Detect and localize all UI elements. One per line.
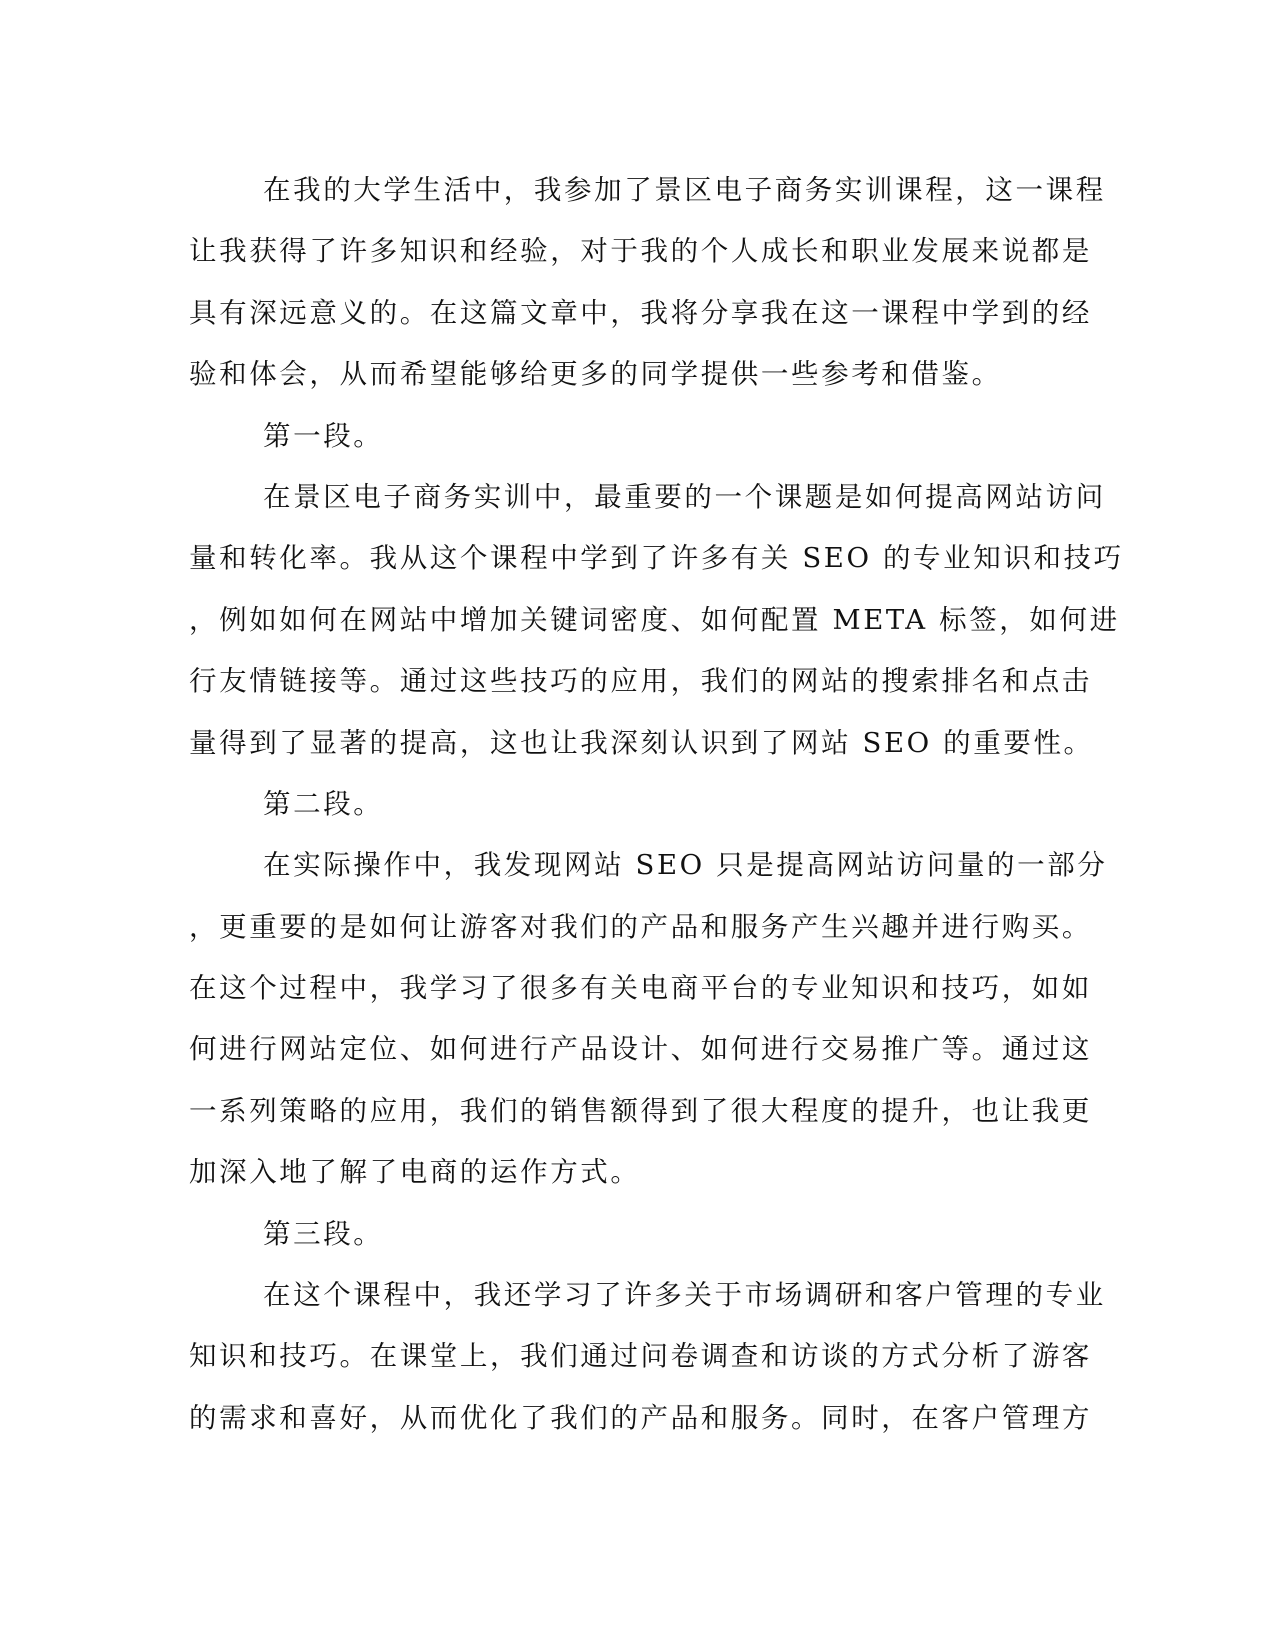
paragraph-1-line-1: 在景区电子商务实训中，最重要的一个课题是如何提高网站访问	[263, 480, 1106, 513]
paragraph-intro-line-2: 让我获得了许多知识和经验，对于我的个人成长和职业发展来说都是	[189, 235, 1092, 268]
paragraph-2-line-4: 何进行网站定位、如何进行产品设计、如何进行交易推广等。通过这	[189, 1033, 1092, 1066]
section-heading-2: 第二段。	[263, 787, 384, 820]
paragraph-intro-line-4: 验和体会，从而希望能够给更多的同学提供一些参考和借鉴。	[189, 358, 1002, 391]
section-heading-3: 第三段。	[263, 1217, 384, 1250]
paragraph-intro-line-3: 具有深远意义的。在这篇文章中，我将分享我在这一课程中学到的经	[189, 296, 1092, 329]
paragraph-2-line-5: 一系列策略的应用，我们的销售额得到了很大程度的提升，也让我更	[189, 1094, 1092, 1127]
paragraph-3-line-1: 在这个课程中，我还学习了许多关于市场调研和客户管理的专业	[263, 1279, 1106, 1312]
document-body	[189, 160, 1124, 1449]
paragraph-2-line-6: 加深入地了解了电商的运作方式。	[189, 1156, 641, 1189]
section-heading-1: 第一段。	[263, 419, 384, 452]
paragraph-2-line-1: 在实际操作中，我发现网站 SEO 只是提高网站访问量的一部分	[263, 849, 1108, 882]
paragraph-2-line-2: ，更重要的是如何让游客对我们的产品和服务产生兴趣并进行购买。	[189, 910, 1092, 943]
paragraph-1-line-2: 量和转化率。我从这个课程中学到了许多有关 SEO 的专业知识和技巧	[189, 542, 1124, 575]
paragraph-2-line-3: 在这个过程中，我学习了很多有关电商平台的专业知识和技巧，如如	[189, 972, 1092, 1005]
paragraph-intro-line-1: 在我的大学生活中，我参加了景区电子商务实训课程，这一课程	[263, 174, 1106, 206]
paragraph-3-line-2: 知识和技巧。在课堂上，我们通过问卷调查和访谈的方式分析了游客	[189, 1340, 1092, 1373]
paragraph-3-line-3: 的需求和喜好，从而优化了我们的产品和服务。同时，在客户管理方	[189, 1401, 1092, 1434]
paragraph-1-line-3: ，例如如何在网站中增加关键词密度、如何配置 META 标签，如何进	[189, 603, 1120, 636]
paragraph-1-line-5: 量得到了显著的提高，这也让我深刻认识到了网站 SEO 的重要性。	[189, 726, 1094, 759]
paragraph-1-line-4: 行友情链接等。通过这些技巧的应用，我们的网站的搜索排名和点击	[189, 665, 1092, 698]
